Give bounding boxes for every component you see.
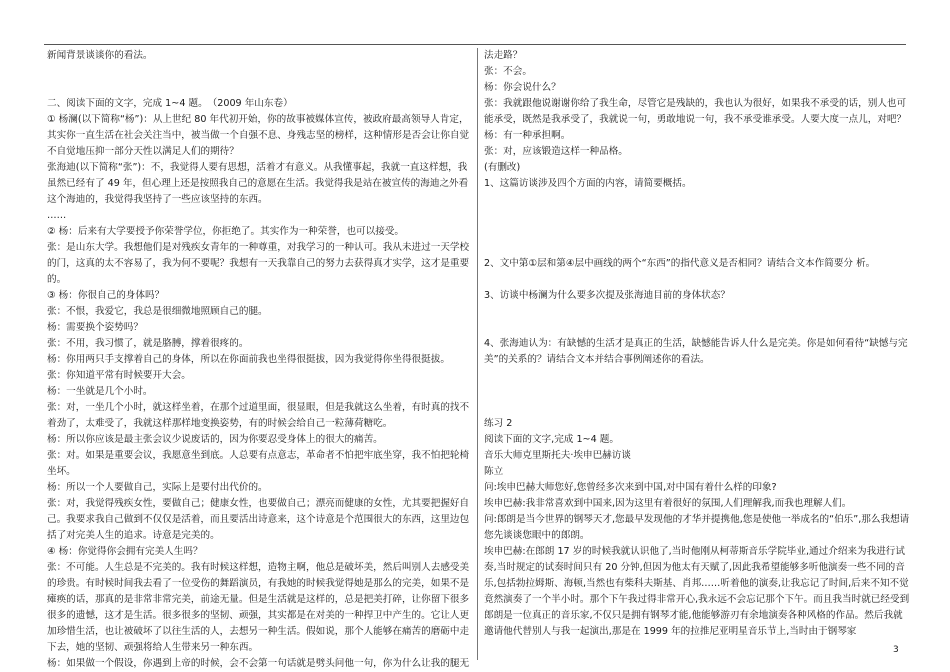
paragraph: 杨：所以一个人要做自己，实际上是要付出代价的。 <box>47 482 268 493</box>
header-rule <box>44 44 906 45</box>
page-number: 3 <box>893 645 899 655</box>
paragraph: 杨：如果做一个假设，你遇到上帝的时候，会不会第一句话就是劈头问他一句，你为什么让我的腿无 <box>47 658 470 669</box>
paragraph: 张：对，一坐几个小时，就这样坐着，在那个过道里面，很显眼，但是我就这么坐着，有时真的找不着劲了，太难受了，我就这样那样地变换姿势，有的时候会给自己一粒薄荷糖吃。 <box>47 402 470 429</box>
paragraph: 张：我就跟他说谢谢你给了我生命，尽管它是残缺的，我也认为很好，如果我不承受的话，别人也可能承受，既然是我承受了，我就说一句，勇敢地说一句，我不承受谁承受。人要大度一点儿，对吧？ <box>484 98 907 125</box>
paragraph: 张：不可能。人生总是不完美的。我有时候这样想，造物主啊，他总是破坏美，然后叫别人去感受美的珍贵。有时候时间我去看了一位受伤的舞蹈演员，有我她的时候我觉得她是那么的完美，如果不是瘫痪的话，那真的是非常非常完美，前途无量。但是生活就是这样的，总是把美打碎，让你留下很多很多的遗憾，这才是生活。很多很多的坚韧、顽强，其实都是在对美的一种捍卫中产生的。它让人更加珍惜生活，也让被破坏了以往生活的人，去想另一种生活。假如说，那个人能够在痛苦的磨砺中走下去，她的坚韧、顽强将给人生带来另一种东西。 <box>47 562 470 653</box>
instruction: 阅读下面的文字,完成 1~4 题。 <box>484 434 619 445</box>
author: 陈立 <box>484 466 504 477</box>
paragraph: 埃申巴赫:我非常喜欢到中国来,因为这里有着很好的氛围,人们理解我,而我也理解人们。 <box>484 498 852 509</box>
text-line: 新闻背景谈谈你的看法。 <box>47 50 153 61</box>
paragraph: 问:埃申巴赫大师您好,您曾经多次来到中国,对中国有着什么样的印象? <box>484 482 777 493</box>
paragraph: 张：不用，我习惯了，就是胳膊，撑着很疼的。 <box>47 338 249 349</box>
paragraph: 张：是山东大学。我想他们是对残疾女青年的一种尊重，对我学习的一种认可。我从未进过一天学校的门，这真的太不容易了，我为何不要呢？我想有一天我靠自己的努力去获得真才实学，这才是重要的。 <box>47 242 470 285</box>
question-4: 4、张海迪认为：有缺憾的生活才是真正的生活，缺憾能告诉人什么是完美。你是如何看待“缺憾与完美”的关系的？请结合文本并结合事例阐述你的看法。 <box>484 338 908 365</box>
paragraph: 问:郎朗是当今世界的钢琴天才,您最早发现他的才华并提携他,您是使他一举成名的“伯乐”,那么我想请您先谈谈您眼中的郎朗。 <box>484 514 910 541</box>
ellipsis: …… <box>47 210 67 221</box>
paragraph: 杨：你会说什么？ <box>484 82 561 93</box>
paragraph: 张：你知道平常有时候要开大会。 <box>47 370 191 381</box>
paragraph: 埃申巴赫:在郎朗 17 岁的时候我就认识他了,当时他刚从柯蒂斯音乐学院毕业,通过介绍来为我进行试奏,当时规定的试奏时间只有 20 分钟,但因为他太有天赋了,因此我希望能够多听他演奏一些不同的音乐,包括勃拉姆斯、海顿,当然也有柴科夫斯基、肖邦……听着他的演奏,让我忘记了时间,后来不知不觉竟然演奏了一个半小时。那个下午我过得非常开心,我永远不会忘记那个下午。而且我当时就已经受到郎朗是一位真正的音乐家,不仅只是拥有钢琴才能,他能够游刃有余地演奏各种风格的作品。然后我就邀请他代替别人与我一起演出,那是在 1999 年的拉推尼亚明星音乐节上,当时由于钢琴家 <box>484 546 910 637</box>
paragraph: 张：对，我觉得残疾女性，要做自己；健康女性，也要做自己；漂亮而健康的女性，尤其要把握好自己。我要求我自己做到不仅仅是活着，而且要活出诗意来，这个诗意是个范围很大的东西，这里边包括了对完美人生的追求。诗意是完美的。 <box>47 498 470 541</box>
paragraph: 杨：所以你应该是最主张会议少说废话的，因为你要忍受身体上的很大的痛苦。 <box>47 434 383 445</box>
paragraph: 张：对。如果是重要会议，我愿意坐到底。人总要有点意志，革命者不怕把牢底坐穿，我不怕把轮椅坐坏。 <box>47 450 470 477</box>
paragraph: 张：对，应该锻造这样一种品格。 <box>484 146 628 157</box>
paragraph: ③ 杨：你很自己的身体吗？ <box>47 290 165 301</box>
question-3: 3、访谈中杨澜为什么要多次提及张海迪目前的身体状态？ <box>484 290 730 301</box>
paragraph: 杨：需要换个姿势吗？ <box>47 322 143 333</box>
section-heading: 二、阅读下面的文字，完成 1~4 题。 （2009 年山东卷） <box>47 98 293 109</box>
source-note: (有删改) <box>484 162 521 173</box>
right-column <box>484 48 912 640</box>
paragraph: 杨：有一种承担啊。 <box>484 130 571 141</box>
question-2: 2、文中第①层和第④层中画线的两个“东西”的指代意义是否相同？请结合文本作简要分 析。 <box>484 258 876 269</box>
paragraph: 杨：你用两只手支撑着自己的身体，所以在你面前我也坐得很挺拔，因为我觉得你坐得很挺拔。 <box>47 354 450 365</box>
paragraph: 张：不恨，我爱它，我总是很细微地照顾自己的腿。 <box>47 306 268 317</box>
paragraph: 法走路？ <box>484 50 523 61</box>
paragraph: 杨：一坐就是几个小时。 <box>47 386 153 397</box>
column-divider <box>477 48 478 660</box>
left-column <box>47 48 475 672</box>
exercise-title: 练习 2 <box>484 418 513 429</box>
paragraph: ② 杨：后来有大学要授予你荣誉学位，你拒绝了。其实作为一种荣誉，也可以接受。 <box>47 226 405 237</box>
paragraph: 张：不会。 <box>484 66 532 77</box>
paragraph: ① 杨澜(以下简称“杨”)：从上世纪 80 年代初开始，你的故事被媒体宣传，被政府最高领导人肯定，其实你一直生活在社会关注当中，被当做一个自强不息、身残志坚的榜样，这种情形是否会让你自觉不自觉地压抑一部分天性以满足人们的期待？ <box>47 114 470 157</box>
paragraph: ④ 杨：你觉得你会拥有完美人生吗？ <box>47 546 203 557</box>
question-1: 1、这篇访谈涉及四个方面的内容，请简要概括。 <box>484 178 692 189</box>
article-title: 音乐大师克里斯托夫·埃申巴赫访谈 <box>484 450 631 461</box>
paragraph: 张海迪(以下简称“张”)：不，我觉得人要有思想，活着才有意义。从我懂事起，我就一直这样想，我虽然已经有了 49 年，但心理上还是按照我自己的意愿在生活。我觉得我是站在被宣传的海迪之外看这个海迪的，我觉得我坚持了一些应该坚持的东西。 <box>47 162 469 205</box>
